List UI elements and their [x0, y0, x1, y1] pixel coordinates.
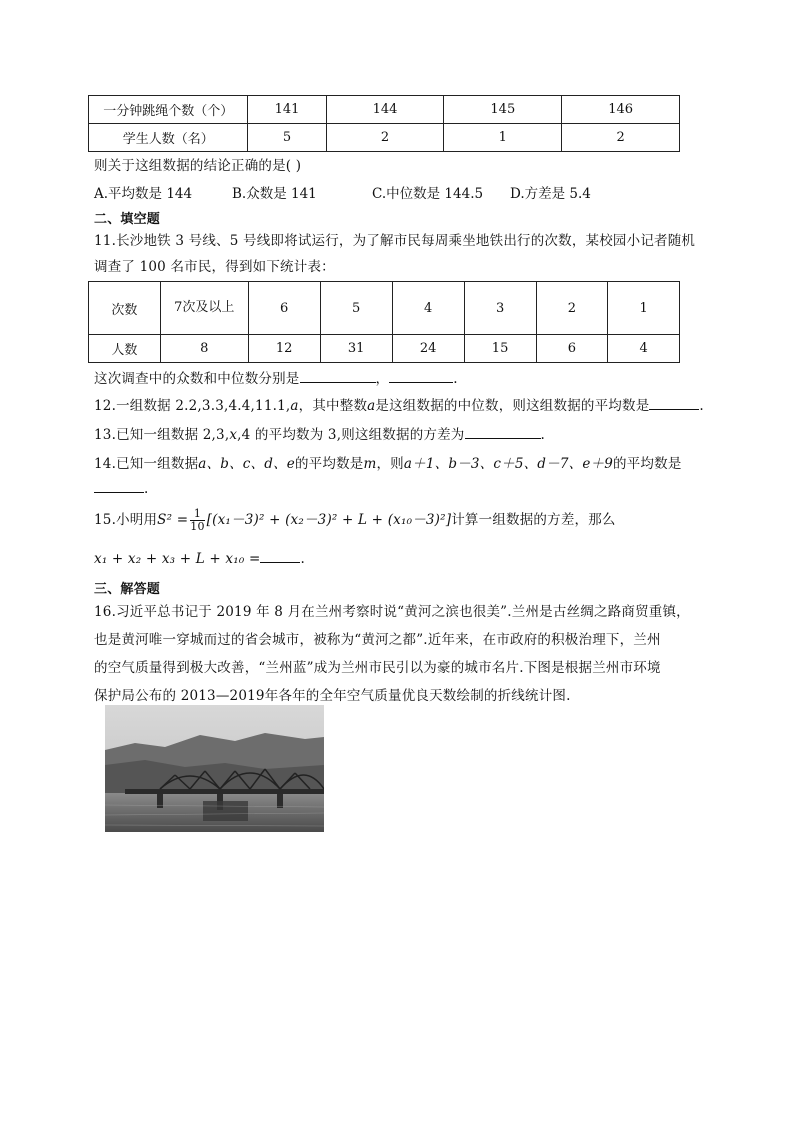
q16-line3: 的空气质量得到极大改善，“兰州蓝”成为兰州市民引以为豪的城市名片.下图是根据兰州市环境: [94, 660, 661, 676]
q11-line1: 11.长沙地铁 3 号线、5 号线即将试运行，为了解市民每周乘坐地铁出行的次数，某校园小记者随机: [94, 233, 696, 249]
separator: ，: [375, 371, 390, 387]
table-cell: 1: [444, 124, 562, 152]
period: .: [453, 371, 458, 387]
table-cell: 人数: [89, 335, 161, 363]
q11-ask: [94, 367, 458, 387]
table-cell: 5: [248, 124, 326, 152]
q14-text: 14.已知一组数据: [94, 456, 199, 472]
fraction-denominator: 10: [190, 520, 205, 533]
table-cell: 4: [392, 282, 464, 335]
q13: [94, 423, 545, 443]
answer-blank[interactable]: [260, 550, 300, 563]
q15-sum-line: [94, 550, 305, 567]
table-cell: 1: [608, 282, 680, 335]
q12-text: 是这组数据的中位数，则这组数据的平均数是: [375, 398, 650, 414]
q11-ask-text: 这次调查中的众数和中位数分别是: [94, 371, 300, 387]
answer-blank[interactable]: [465, 426, 541, 439]
table-row: [89, 335, 680, 363]
q15: [94, 508, 616, 533]
table-cell: 学生人数（名）: [89, 124, 248, 152]
section-heading-fill-blank: 二、填空题: [94, 212, 161, 227]
answer-blank[interactable]: [389, 370, 453, 383]
bridge-photo-drawing: [105, 705, 324, 832]
q15-fraction: [190, 508, 204, 533]
table-cell: 12: [248, 335, 320, 363]
period: .: [300, 551, 305, 567]
table-cell: 31: [320, 335, 392, 363]
table-cell: 4: [608, 335, 680, 363]
table-cell: 2: [326, 124, 444, 152]
table-cell: 15: [464, 335, 536, 363]
table-cell: 24: [392, 335, 464, 363]
q15-text: 15.小明用: [94, 512, 158, 528]
q14-exprs: a＋1、b－3、c＋5、d－7、e＋9: [403, 456, 614, 472]
q12-var: a: [367, 398, 376, 414]
fraction-numerator: 1: [190, 508, 204, 521]
answer-blank[interactable]: [300, 370, 376, 383]
q14-text: ，则: [376, 456, 404, 472]
q14-text: 的平均数是: [294, 456, 364, 472]
table-cell: 5: [320, 282, 392, 335]
table-cell: 141: [248, 96, 326, 124]
answer-blank[interactable]: [649, 397, 699, 410]
q16-line2: 也是黄河唯一穿城而过的省会城市，被称为“黄河之都”.近年来，在市政府的积极治理下，兰州: [94, 632, 661, 648]
q12-var: a: [290, 398, 299, 414]
answer-blank[interactable]: [94, 480, 144, 493]
q15-text: 计算一组数据的方差，那么: [451, 512, 616, 528]
period: .: [699, 398, 704, 414]
table-cell: 一分钟跳绳个数（个）: [89, 96, 248, 124]
table-cell: 2: [562, 124, 680, 152]
q14-text: 的平均数是: [613, 456, 682, 472]
q10-option-d: D.方差是 5.4: [510, 186, 591, 202]
table-cell: 6: [536, 335, 608, 363]
table-cell: 次数: [89, 282, 161, 335]
table-row: [89, 282, 680, 335]
q12-text: 12.一组数据 2.2,3.3,4.4,11.1,: [94, 398, 291, 414]
period: .: [144, 481, 149, 497]
table-cell: 145: [444, 96, 562, 124]
q14-answer-line: [94, 480, 149, 497]
table-row: [89, 96, 680, 124]
q13-var: x: [229, 427, 238, 443]
table-cell: 7次及以上: [160, 282, 248, 335]
q13-text: ,4 的平均数为 3,则这组数据的方差为: [237, 427, 465, 443]
table-cell: 8: [160, 335, 248, 363]
table-cell: 6: [248, 282, 320, 335]
q16-line4: 保护局公布的 2013—2019年各年的全年空气质量优良天数绘制的折线统计图.: [94, 688, 571, 704]
q15-sum: x₁ + x₂ + x₃ + L + x₁₀ =: [94, 551, 261, 567]
table-cell: 3: [464, 282, 536, 335]
section-heading-solve: 三、解答题: [94, 582, 161, 597]
q16-line1: 16.习近平总书记于 2019 年 8 月在兰州考察时说“黄河之滨也很美”.兰州是古丝绸之路商贸重镇，: [94, 604, 690, 620]
q10-option-c: C.中位数是 144.5: [372, 186, 484, 202]
subway-rides-table: [88, 281, 680, 363]
q14-var: m: [363, 456, 377, 472]
q11-line2: 调查了 100 名市民，得到如下统计表：: [94, 259, 335, 275]
table-cell: 146: [562, 96, 680, 124]
table-cell: 2: [536, 282, 608, 335]
q10-stem: 则关于这组数据的结论正确的是( ): [94, 158, 302, 174]
table-row: [89, 124, 680, 152]
q15-formula: [(x₁－3)² + (x₂－3)² + L + (x₁₀－3)²]: [206, 512, 452, 528]
jump-rope-table: [88, 95, 680, 152]
q14: [94, 452, 682, 472]
q12-text: ，其中整数: [298, 398, 368, 414]
bridge-photo: [105, 705, 324, 832]
q14-vars: a、b、c、d、e: [198, 456, 295, 472]
table-cell: 144: [326, 96, 444, 124]
q15-s2: S² =: [157, 512, 189, 528]
q10-option-b: B.众数是 141: [232, 186, 317, 202]
q13-text: 13.已知一组数据 2,3,: [94, 427, 230, 443]
period: .: [540, 427, 545, 443]
q12: [94, 394, 704, 414]
q10-option-a: A.平均数是 144: [94, 186, 193, 202]
